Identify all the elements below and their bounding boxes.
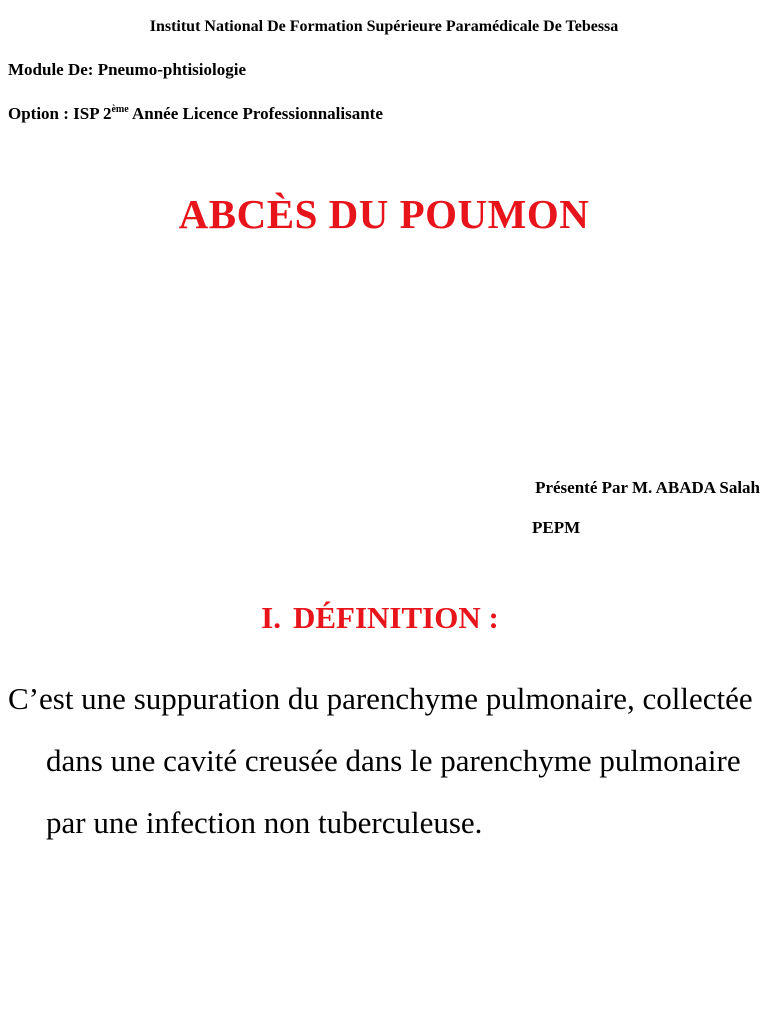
option-prefix: Option : ISP 2 [8,104,112,123]
presenter-role: PEPM [532,518,581,537]
institution-name: Institut National De Formation Supérieure Paramédicale De Tebessa [149,18,619,35]
document-title: ABCÈS DU POUMON [178,191,590,237]
presenter-name: Présenté Par M. ABADA Salah [535,478,760,497]
option-line [8,104,383,124]
option-superscript: ème [111,104,129,115]
section-number: I. [261,600,281,635]
option-suffix: Année Licence Professionnalisante [128,104,383,123]
section-heading-text: DÉFINITION : [292,600,499,635]
section-heading [0,600,760,636]
definition-paragraph: C’est une suppuration du parenchyme pulmonaire, collectée dans une cavité creusée dans le parenchyme pulmonaire par une infection non tuberculeuse. [8,681,753,840]
module-line: Module De: Pneumo-phtisiologie [8,60,246,79]
